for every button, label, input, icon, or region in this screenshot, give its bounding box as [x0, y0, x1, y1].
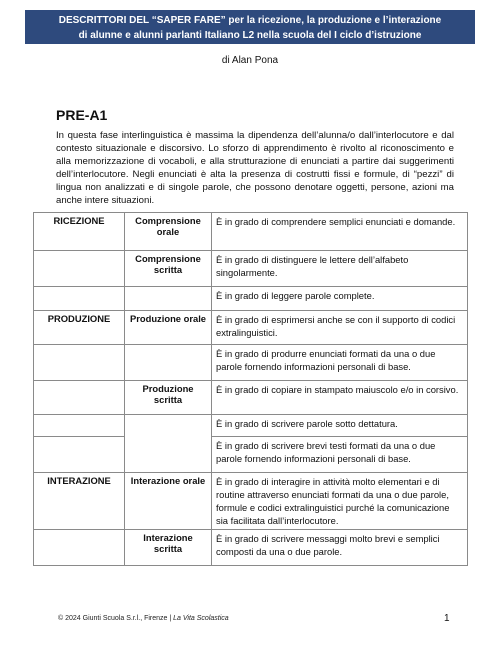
- descriptor: È in grado di produrre enunciati formati da una o due parole fornendo informazioni personali di base.: [212, 345, 468, 381]
- title-line-2: di alunne e alunni parlanti Italiano L2 nella scuola del I ciclo d’istruzione: [78, 30, 422, 41]
- sub-interazione-scritta: Interazione scritta: [125, 530, 212, 566]
- descriptors-table: [33, 212, 468, 566]
- descriptor: È in grado di scrivere brevi testi formati da una o due parole fornendo informazioni personali di base.: [212, 437, 468, 473]
- descriptor: È in grado di comprendere semplici enunciati e domande.: [212, 213, 468, 251]
- area-produzione: PRODUZIONE: [34, 311, 125, 345]
- table-row: [34, 287, 468, 311]
- sub-produzione-scritta: Produzione scritta: [125, 381, 212, 415]
- publication-name: La Vita Scolastica: [173, 615, 229, 622]
- sub-produzione-orale: Produzione orale: [125, 311, 212, 345]
- sub-comprensione-scritta: Comprensione scritta: [125, 251, 212, 287]
- descriptor: È in grado di copiare in stampato maiuscolo e/o in corsivo.: [212, 381, 468, 415]
- intro-paragraph: In questa fase interlinguistica è massima la dipendenza dell’alunna/o dall’interlocutore e dal contesto situazionale e discorsivo. Lo sforzo di apprendimento è rivolto al riconoscimento e alla memorizzazione di vocaboli, e alla strutturazione di enunciati a partire dai suggerimenti dell’interlocutore. Negli enunciati è alta la presenza di costrutti fissi e formule, di “pezzi” di lingua non analizzati e di singole parole, che possono denotare oggetti, persone, azioni ma anche intere situazioni.: [56, 130, 454, 206]
- area-ricezione: RICEZIONE: [34, 213, 125, 251]
- sub-comprensione-orale: Comprensione orale: [125, 213, 212, 251]
- table-row: [34, 530, 468, 566]
- descriptor: È in grado di scrivere parole sotto dettatura.: [212, 415, 468, 437]
- descriptor: È in grado di leggere parole complete.: [212, 287, 468, 311]
- table-row: [34, 311, 468, 345]
- footer-copyright: [58, 615, 229, 622]
- author: di Alan Pona: [221, 55, 279, 66]
- title-line-1: DESCRITTORI DEL “SAPER FARE” per la ricezione, la produzione e l’interazione: [58, 15, 442, 26]
- page-number: 1: [444, 613, 450, 624]
- table-row: [34, 437, 468, 473]
- descriptor: È in grado di esprimersi anche se con il supporto di codici extralinguistici.: [212, 311, 468, 345]
- descriptor: È in grado di distinguere le lettere dell’alfabeto singolarmente.: [212, 251, 468, 287]
- title-banner: [25, 10, 475, 44]
- table-row: [34, 345, 468, 381]
- table-row: [34, 473, 468, 530]
- table-row: [34, 213, 468, 251]
- descriptor: È in grado di interagire in attività molto elementari e di routine attraverso enunciati formati da una o due parole, formule e codici extralinguistici purché la comunicazione sia facilitata dall’interlocutore.: [212, 473, 468, 530]
- table-row: [34, 415, 468, 437]
- copyright-text: © 2024 Giunti Scuola S.r.l., Firenze |: [58, 615, 174, 622]
- level-heading: PRE-A1: [56, 107, 108, 123]
- descriptor: È in grado di scrivere messaggi molto brevi e semplici composti da una o due parole.: [212, 530, 468, 566]
- table-row: [34, 251, 468, 287]
- area-interazione: INTERAZIONE: [34, 473, 125, 530]
- table-row: [34, 381, 468, 415]
- sub-interazione-orale: Interazione orale: [125, 473, 212, 530]
